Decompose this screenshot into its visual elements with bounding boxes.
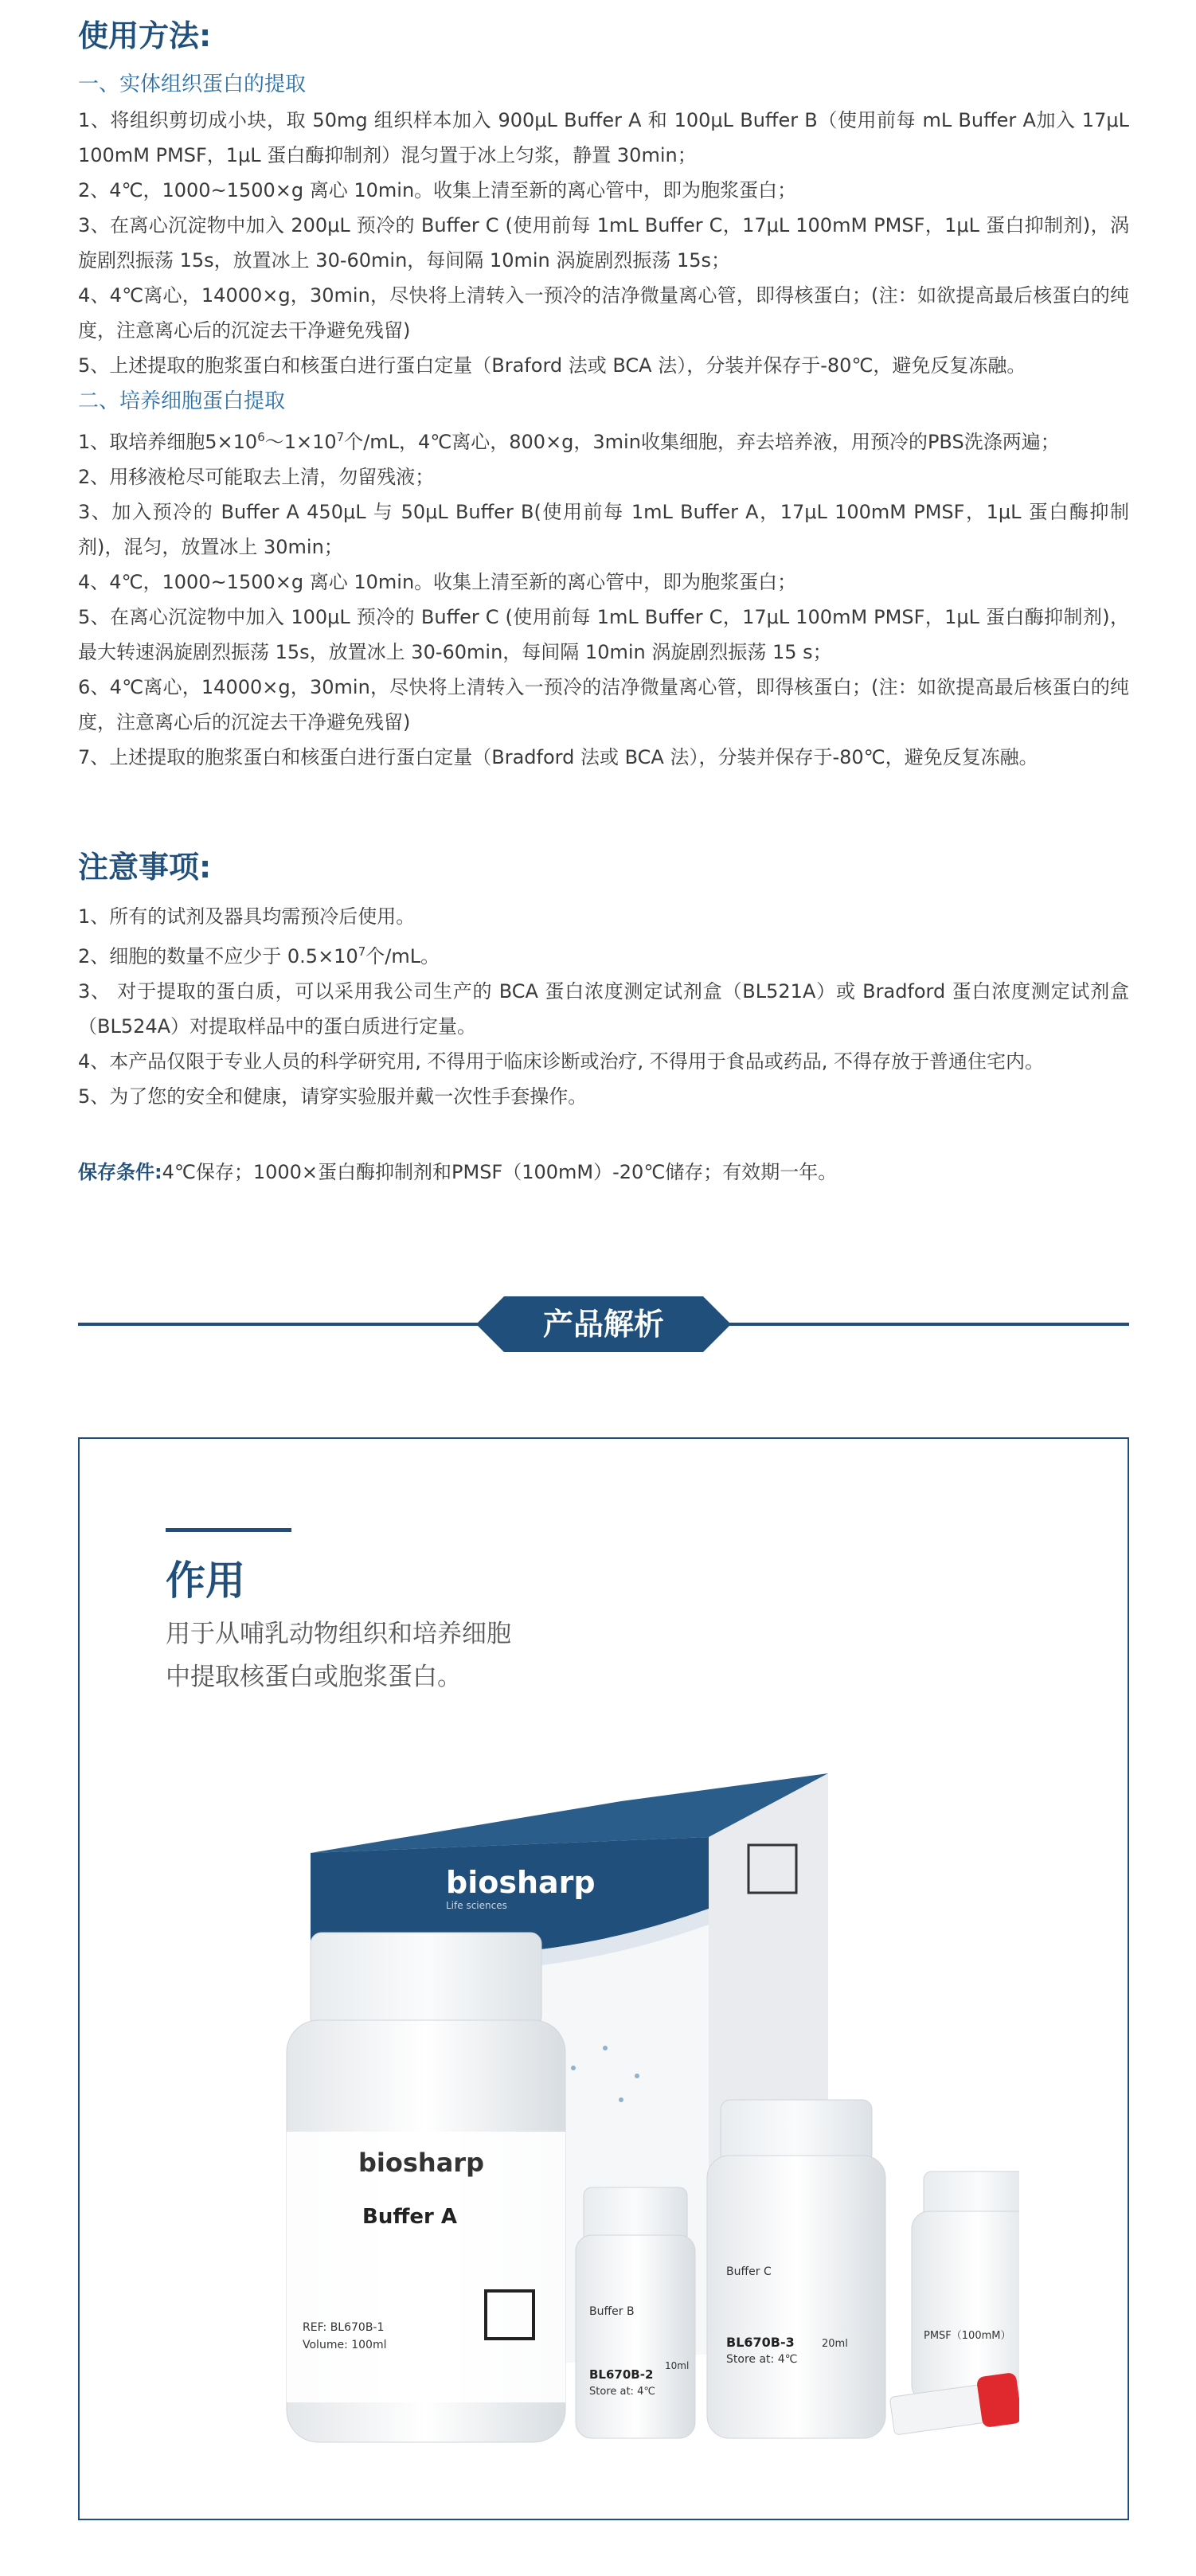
feature-accent-bar <box>166 1528 291 1532</box>
bottle-buffer-a <box>287 1933 565 2442</box>
note-3: 3、 对于提取的蛋白质，可以采用我公司生产的 BCA 蛋白浓度测定试剂盒（BL521A）或 Bradford 蛋白浓度测定试剂盒（BL524A）对提取样品中的蛋白质进行定量。 <box>78 980 1129 1038</box>
cells-heading: 二、培养细胞蛋白提取 <box>78 389 286 413</box>
svg-text:Store at: 4℃: Store at: 4℃ <box>589 2386 655 2398</box>
box-brand: biosharp <box>446 1865 596 1900</box>
section-banner <box>78 1296 1129 1352</box>
note-4: 4、本产品仅限于专业人员的科学研究用, 不得用于临床诊断或治疗, 不得用于食品或药品, 不得存放于普通住宅内。 <box>78 1050 1045 1073</box>
banner-title: 产品解析 <box>542 1307 664 1342</box>
feature-description: 用于从哺乳动物组织和培养细胞 中提取核蛋白或胞浆蛋白。 <box>166 1620 511 1691</box>
product-panel <box>78 1437 1129 2520</box>
svg-text:biosharp: biosharp <box>358 2148 484 2178</box>
storage-label: 保存条件: <box>78 1161 162 1183</box>
cells-step-1: 1、取培养细胞$5\times 10^6\sim 1\times 10^7$个/mL，4℃离心，800×g，3min收集细胞，弃去培养液，用预冷的PBS洗涤两遍； <box>78 430 1060 453</box>
cells-step-3: 3、加入预冷的 Buffer A 450μL 与 50μL Buffer B(使用前每 1mL Buffer A，17μL 100mM PMSF，1μL 蛋白酶抑制剂)，混匀，放置冰上 30min； <box>78 501 1129 558</box>
svg-text:Store at: 4℃: Store at: 4℃ <box>726 2353 798 2366</box>
cells-step-5: 5、在离心沉淀物中加入 100μL 预冷的 Buffer C (使用前每 1mL Buffer C，17μL 100mM PMSF，1μL 蛋白酶抑制剂)，最大转速涡旋剧烈振荡 15s，放置冰上 30-60min，每间隔 10min 涡旋剧烈振荡 15 s； <box>78 606 1129 663</box>
svg-text:PMSF（100mM）: PMSF（100mM） <box>924 2330 1011 2342</box>
tissue-step-1: 1、将组织剪切成小块，取 50mg 组织样本加入 900μL Buffer A 和 100μL Buffer B（使用前每 mL Buffer A加入 17μL 100mM PMSF，1μL 蛋白酶抑制剂）混匀置于冰上匀浆，静置 30min； <box>78 109 1129 166</box>
box-brand-sub: Life sciences <box>446 1900 507 1911</box>
notes-section <box>78 842 1129 1114</box>
bottle-buffer-c <box>707 2100 885 2438</box>
svg-text:BL670B-3: BL670B-3 <box>726 2335 795 2350</box>
tissue-step-2: 2、4℃，1000~1500×g 离心 10min。收集上清至新的离心管中，即为胞浆蛋白； <box>78 179 797 201</box>
cells-step-2: 2、用移液枪尽可能取去上清，勿留残液； <box>78 466 435 488</box>
tissue-step-3: 3、在离心沉淀物中加入 200μL 预冷的 Buffer C (使用前每 1mL Buffer C，17μL 100mM PMSF，1μL 蛋白抑制剂)，涡旋剧烈振荡 15s，放置冰上 30-60min，每间隔 10min 涡旋剧烈振荡 15s； <box>78 214 1129 272</box>
note-1: 1、所有的试剂及器具均需预冷后使用。 <box>78 905 416 928</box>
bottle-buffer-b <box>576 2187 695 2438</box>
cells-step-4: 4、4℃，1000~1500×g 离心 10min。收集上清至新的离心管中，即为胞浆蛋白； <box>78 571 797 593</box>
tissue-step-4: 4、4℃离心，14000×g，30min，尽快将上清转入一预冷的洁净微量离心管，即得核蛋白；(注：如欲提高最后核蛋白的纯度，注意离心后的沉淀去干净避免残留) <box>78 284 1129 342</box>
usage-section <box>78 11 1129 775</box>
tissue-heading: 一、实体组织蛋白的提取 <box>78 72 307 96</box>
product-image <box>223 1773 1019 2474</box>
bottle-a-label: Buffer A <box>362 2205 458 2229</box>
bottle-pmsf <box>912 2171 1019 2402</box>
svg-text:BL670B-2: BL670B-2 <box>589 2367 654 2382</box>
svg-text:10ml: 10ml <box>665 2360 690 2371</box>
svg-text:REF: BL670B-1: REF: BL670B-1 <box>303 2321 385 2334</box>
note-2: 2、细胞的数量不应少于 $0.5\times 10^7$个/mL。 <box>78 944 440 967</box>
cells-step-7: 7、上述提取的胞浆蛋白和核蛋白进行蛋白定量（Bradford 法或 BCA 法），分装并保存于-80℃，避免反复冻融。 <box>78 746 1038 768</box>
notes-title: 注意事项: <box>78 850 212 885</box>
note-5: 5、为了您的安全和健康，请穿实验服并戴一次性手套操作。 <box>78 1085 588 1108</box>
tissue-step-5: 5、上述提取的胞浆蛋白和核蛋白进行蛋白定量（Braford 法或 BCA 法），分装并保存于-80℃，避免反复冻融。 <box>78 354 1026 377</box>
svg-text:Buffer C: Buffer C <box>726 2265 772 2278</box>
svg-text:20ml: 20ml <box>822 2338 848 2350</box>
feature-title: 作用 <box>166 1558 245 1604</box>
svg-text:Buffer B: Buffer B <box>589 2305 635 2318</box>
usage-title: 使用方法: <box>78 18 212 53</box>
cells-step-6: 6、4℃离心，14000×g，30min，尽快将上清转入一预冷的洁净微量离心管，即得核蛋白；(注：如欲提高最后核蛋白的纯度，注意离心后的沉淀去干净避免残留) <box>78 676 1129 733</box>
storage-conditions <box>78 1155 1129 1190</box>
svg-text:Volume: 100ml: Volume: 100ml <box>303 2339 387 2351</box>
storage-text: 4℃保存；1000×蛋白酶抑制剂和PMSF（100mM）-20℃储存；有效期一年。 <box>162 1161 838 1183</box>
